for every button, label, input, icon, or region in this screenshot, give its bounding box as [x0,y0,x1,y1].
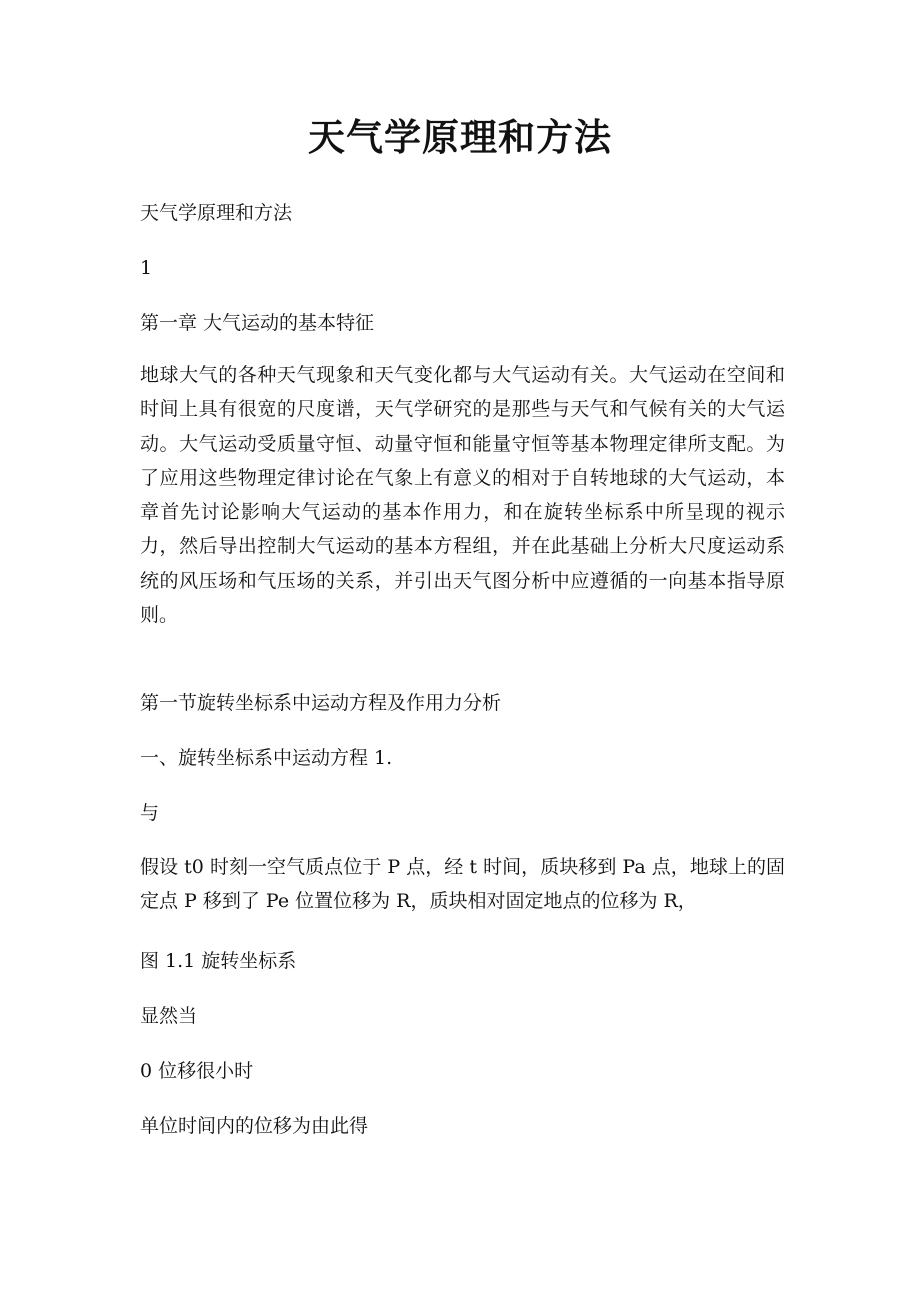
displacement-small-line: 0 位移很小时 [140,1060,254,1082]
document-title: 天气学原理和方法 [308,115,612,159]
assumption-paragraph: 假设 t0 时刻一空气质点位于 P 点，经 t 时间，质块移到 Pa 点，地球上的固定点 P 移到了 Pe 位置位移为 R，质块相对固定地点的位移为 R， [140,856,785,913]
page-number-line: 1 [140,257,153,279]
unit-time-line: 单位时间内的位移为由此得 [140,1115,369,1137]
chapter-heading: 第一章 大气运动的基本特征 [140,312,375,334]
obviously-when-line: 显然当 [140,1005,198,1027]
figure-caption: 图 1.1 旋转坐标系 [140,950,297,972]
subtitle-line: 天气学原理和方法 [140,202,293,224]
fragment-line: 与 [140,802,160,824]
section-heading: 第一节旋转坐标系中运动方程及作用力分析 [140,692,502,714]
subsection-heading: 一、旋转坐标系中运动方程 1. [140,747,393,769]
intro-paragraph: 地球大气的各种天气现象和天气变化都与大气运动有关。大气运动在空间和时间上具有很宽的尺度谱，天气学研究的是那些与天气和气候有关的大气运动。大气运动受质量守恒、动量守恒和能量守恒等基本物理定律所支配。为了应用这些物理定律讨论在气象上有意义的相对于自转地球的大气运动，本章首先讨论影响大气运动的基本作用力，和在旋转坐标系中所呈现的视示力，然后导出控制大气运动的基本方程组，并在此基础上分析大尺度运动系统的风压场和气压场的关系，并引出天气图分析中应遵循的一向基本指导原则。 [140,364,785,627]
